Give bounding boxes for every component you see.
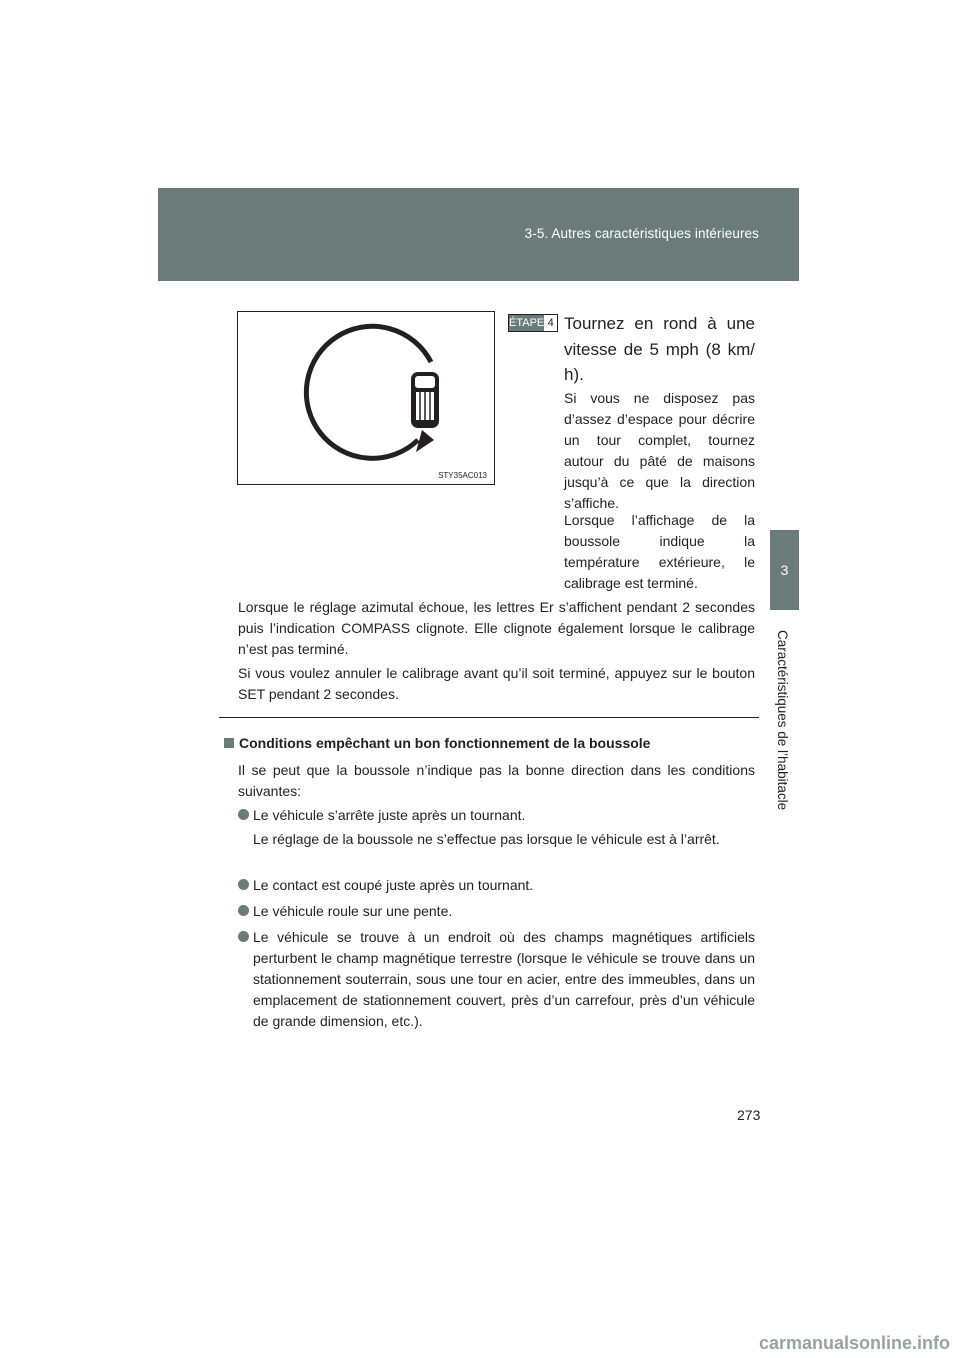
circle-bullet-icon bbox=[238, 879, 249, 890]
chapter-tab-label: Caractéristiques de l’habitacle bbox=[775, 630, 790, 811]
list-item-text: Le véhicule roule sur une pente. bbox=[253, 903, 453, 919]
circle-drive-illustration bbox=[238, 312, 494, 484]
list-item-text: Le véhicule se trouve à un endroit où des champs magnétiques artificiels perturbent le champ magnétique terrestre (lorsque le véhicule se trouve dans un stationnement souterrain, sous une tour en acier, entre des immeubles, dans un emplacement de stationnement couvert, près d’un carrefour, près d’un véhicule de grande dimension, etc.). bbox=[253, 929, 755, 1029]
list-item bbox=[238, 901, 755, 922]
section-intro: Il se peut que la boussole n’indique pas la bonne direction dans les conditions suivantes: bbox=[238, 762, 755, 799]
header-band bbox=[158, 188, 799, 281]
chapter-tab-number: 3 bbox=[770, 530, 799, 610]
section-divider bbox=[219, 717, 759, 718]
list-item bbox=[238, 875, 755, 896]
compass-calibration-figure bbox=[237, 311, 495, 485]
circle-bullet-icon bbox=[238, 931, 249, 942]
circle-bullet-icon bbox=[238, 905, 249, 916]
list-item bbox=[238, 805, 755, 826]
vehicle-top-view-icon bbox=[411, 372, 439, 428]
step-paragraph-1: Si vous ne disposez pas d’assez d’espace pour décrire un tour complet, tournez autour du pâté de maisons jusqu’à ce que la direction s’affiche. bbox=[564, 390, 755, 511]
square-bullet-icon bbox=[224, 738, 234, 748]
section-heading bbox=[224, 735, 650, 751]
circle-bullet-icon bbox=[238, 809, 249, 820]
step-title: Tournez en rond à une vitesse de 5 mph (8 km/ h). bbox=[564, 314, 755, 384]
section-header-title: 3-5. Autres caractéristiques intérieures bbox=[524, 226, 759, 241]
figure-code: STY35AC013 bbox=[438, 471, 487, 480]
step-badge-label: ÉTAPE bbox=[509, 317, 545, 329]
section-heading-text: Conditions empêchant un bon fonctionnement de la boussole bbox=[239, 735, 651, 751]
body-paragraph-1: Lorsque le réglage azimutal échoue, les lettres Er s’affichent pendant 2 secondes puis l’indication COMPASS clignote. Elle clignote également lorsque le calibrage n’est pas terminé. bbox=[238, 599, 755, 657]
watermark: carmanualsonline.info bbox=[758, 1333, 950, 1353]
step-badge bbox=[508, 314, 558, 332]
list-item-text: Le véhicule s’arrête juste après un tournant. bbox=[253, 807, 526, 823]
list-item-text: Le contact est coupé juste après un tournant. bbox=[253, 877, 534, 893]
page-number: 273 bbox=[737, 1107, 761, 1123]
list-item bbox=[238, 927, 755, 1032]
list-item-subtext: Le réglage de la boussole ne s’effectue pas lorsque le véhicule est à l’arrêt. bbox=[253, 831, 720, 847]
step-badge-number: 4 bbox=[544, 315, 557, 331]
body-paragraph-2: Si vous voulez annuler le calibrage avant qu’il soit terminé, appuyez sur le bouton SET pendant 2 secondes. bbox=[238, 665, 755, 702]
step-paragraph-2: Lorsque l’affichage de la boussole indique la température extérieure, le calibrage est terminé. bbox=[564, 512, 755, 591]
